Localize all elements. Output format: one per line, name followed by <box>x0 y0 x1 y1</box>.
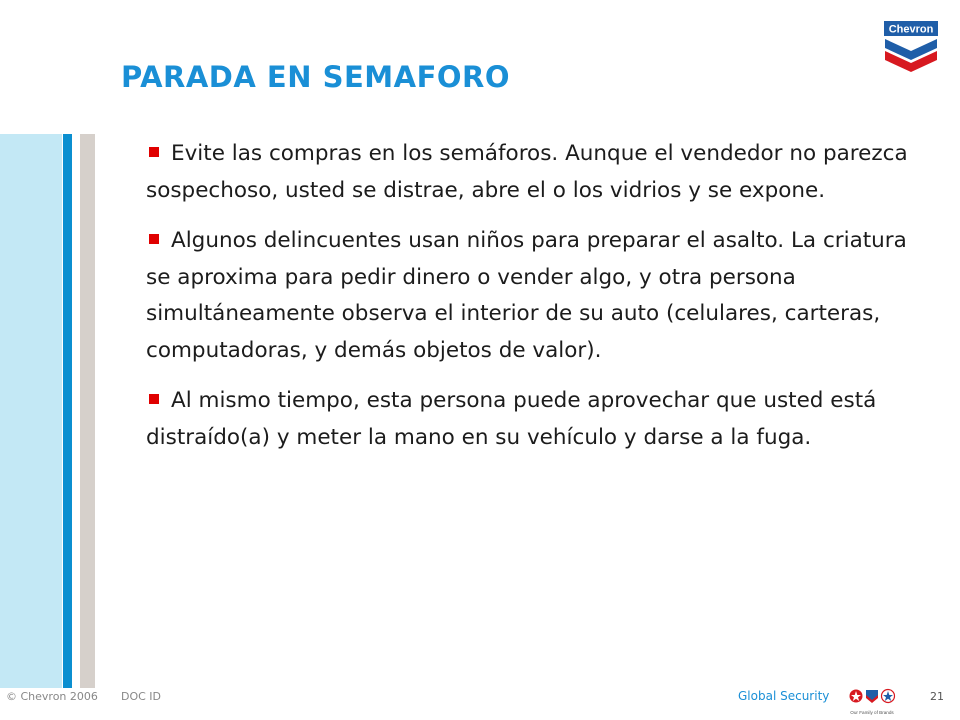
bullet-square-icon <box>149 234 159 244</box>
footer-section-label: Global Security <box>738 689 830 703</box>
bullet-text: Al mismo tiempo, esta persona puede aprovechar que usted está distraído(a) y meter la mano en su vehículo y darse a la fuga. <box>146 388 877 450</box>
bullet-item <box>146 383 916 456</box>
brands-tagline: Our Family of Brands <box>850 710 894 715</box>
slide-title: PARADA EN SEMAFORO <box>121 60 511 94</box>
footer-doc-id: DOC ID <box>121 690 162 703</box>
bullet-item <box>146 223 916 369</box>
bullet-list <box>146 136 916 470</box>
bullet-square-icon <box>149 394 159 404</box>
bullet-text: Algunos delincuentes usan niños para preparar el asalto. La criatura se aproxima para pedir dinero o vender algo, y otra persona simultáneamente observa el interior de su auto (celulares, carteras, computadoras, y demás objetos de valor). <box>146 228 907 363</box>
bullet-item <box>146 136 916 209</box>
chevron-logo-icon <box>880 18 942 80</box>
page-number: 21 <box>930 690 944 703</box>
left-gray-band <box>80 134 95 688</box>
bullet-square-icon <box>149 147 159 157</box>
brand-family-icon <box>848 688 896 718</box>
bullet-text: Evite las compras en los semáforos. Aunque el vendedor no parezca sospechoso, usted se distrae, abre el o los vidrios y se expone. <box>146 141 908 203</box>
left-light-blue-band <box>0 134 62 688</box>
logo-text: Chevron <box>888 23 934 36</box>
footer-copyright: © Chevron 2006 <box>6 690 98 703</box>
left-blue-band <box>63 134 72 688</box>
